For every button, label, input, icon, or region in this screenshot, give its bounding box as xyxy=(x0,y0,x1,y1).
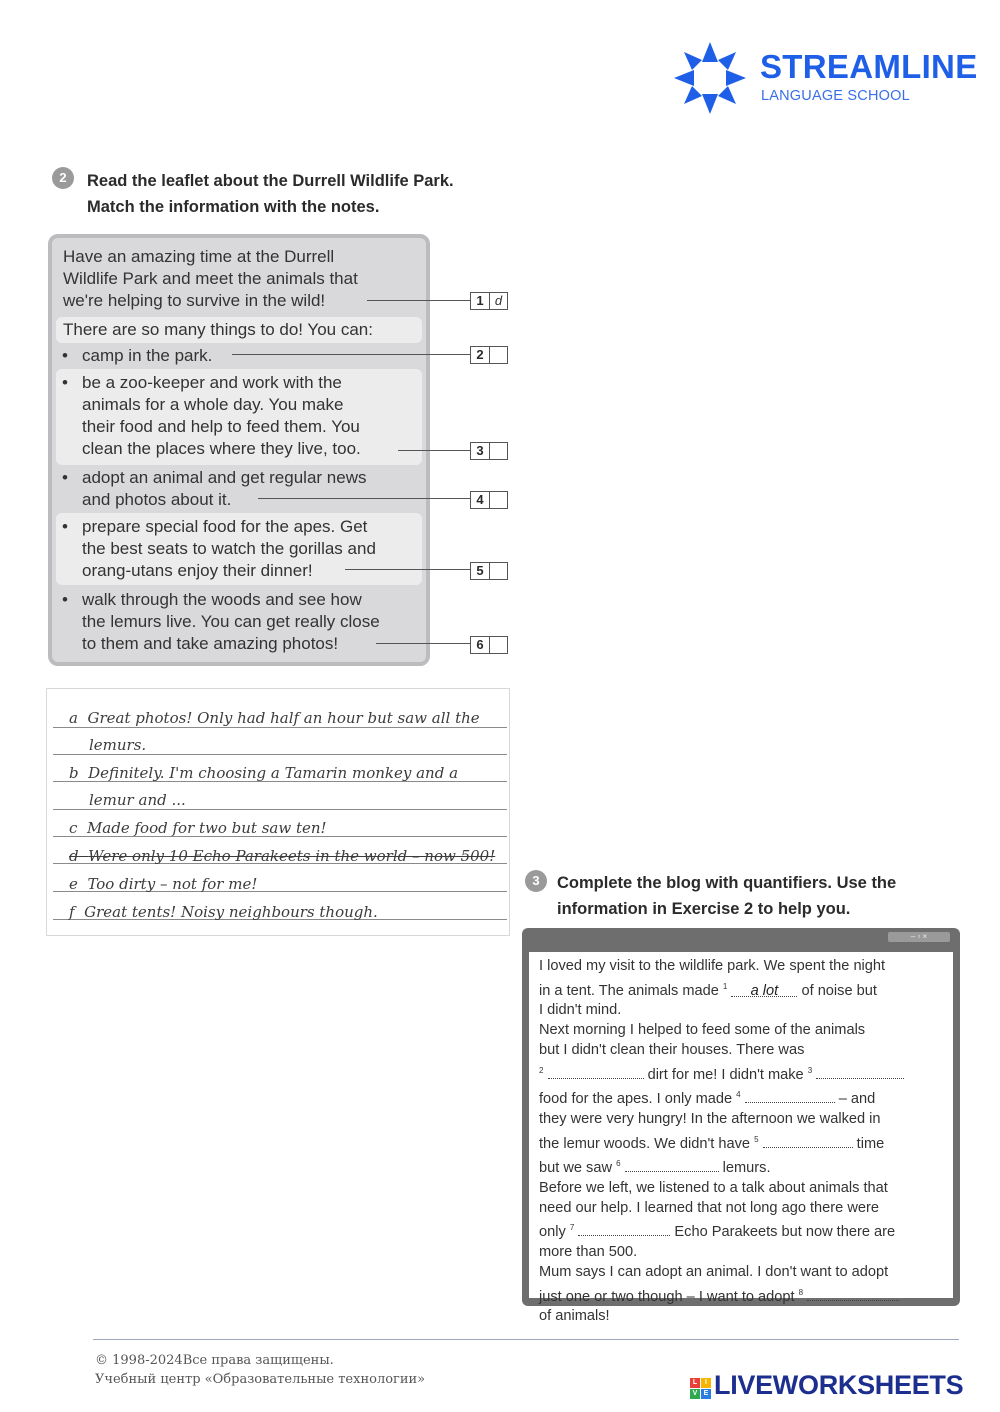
bullet-icon: • xyxy=(62,517,68,536)
blog-text: the lemur woods. We didn't have xyxy=(539,1135,750,1152)
note-c xyxy=(69,819,327,837)
bullet-line: the lemurs live. You can get really close xyxy=(82,612,380,631)
gap-number: 7 xyxy=(569,1223,575,1233)
answer-value[interactable] xyxy=(490,637,507,653)
window-controls[interactable]: – ▫ × xyxy=(888,932,950,942)
leader-line xyxy=(367,300,470,301)
bullet-line: and photos about it. xyxy=(82,490,232,509)
gap-number: 8 xyxy=(798,1287,804,1297)
note-rule xyxy=(53,754,507,755)
gap-1-input[interactable]: a lot xyxy=(731,982,797,997)
blog-line: need our help. I learned that not long ago there were xyxy=(539,1199,879,1216)
gap-number: 5 xyxy=(754,1134,759,1144)
note-rule xyxy=(53,809,507,810)
leaflet-lead: There are so many things to do! You can: xyxy=(56,317,422,343)
blog-line xyxy=(539,977,943,1002)
brand-subtitle: LANGUAGE SCHOOL xyxy=(761,88,910,104)
note-e xyxy=(69,875,257,893)
leaflet-intro xyxy=(63,246,358,312)
gap-7-input[interactable] xyxy=(578,1221,670,1236)
exercise-3-title-line-1: Complete the blog with quantifiers. Use the xyxy=(557,874,897,892)
bullet-line: clean the places where they live, too. xyxy=(82,439,361,458)
gap-5-input[interactable] xyxy=(763,1133,853,1148)
blog-text: of noise but xyxy=(801,982,877,999)
answer-box-1[interactable] xyxy=(470,292,508,310)
gap-3-input[interactable] xyxy=(816,1064,904,1079)
blog-line xyxy=(539,1283,943,1308)
answer-number: 6 xyxy=(471,637,490,653)
leader-line xyxy=(376,643,470,644)
grid-cell: E xyxy=(701,1389,711,1399)
answer-box-6[interactable] xyxy=(470,636,508,654)
leaflet-bullet xyxy=(62,372,361,460)
star-logo-icon xyxy=(672,40,748,116)
bullet-line: adopt an animal and get regular news xyxy=(82,468,367,487)
footer-copyright: © 1998-2024Все права защищены. xyxy=(95,1353,334,1368)
gap-number: 6 xyxy=(616,1159,621,1169)
leaflet-bullet xyxy=(62,467,367,511)
note-rule xyxy=(53,727,507,728)
answer-number: 4 xyxy=(471,492,490,508)
gap-4-input[interactable] xyxy=(745,1088,835,1103)
blog-line: of animals! xyxy=(539,1308,610,1325)
leaflet-bullet xyxy=(62,345,213,367)
answer-box-2[interactable] xyxy=(470,346,508,364)
liveworksheets-grid-icon xyxy=(690,1378,712,1400)
bullet-line: to them and take amazing photos! xyxy=(82,634,339,653)
footer-divider xyxy=(93,1339,959,1340)
blog-text: time xyxy=(856,1135,885,1152)
note-letter: f xyxy=(69,903,75,921)
answer-value[interactable]: d xyxy=(494,293,503,308)
blog-line xyxy=(539,1061,943,1086)
brand-name: STREAMLINE xyxy=(760,48,978,85)
bullet-line: prepare special food for the apes. Get xyxy=(82,517,368,536)
bullet-icon: • xyxy=(62,346,68,365)
answer-box-5[interactable] xyxy=(470,562,508,580)
exercise-3-title-line-2: information in Exercise 2 to help you. xyxy=(557,900,851,918)
gap-number: 1 xyxy=(722,981,728,991)
gap-8-input[interactable] xyxy=(807,1286,899,1301)
blog-line: Mum says I can adopt an animal. I don't want to adopt xyxy=(539,1263,889,1280)
note-letter: a xyxy=(69,709,78,727)
note-a-cont: lemurs. xyxy=(89,736,147,754)
bullet-line: the best seats to watch the gorillas and xyxy=(82,539,376,558)
answer-value[interactable] xyxy=(490,443,507,459)
answer-box-3[interactable] xyxy=(470,442,508,460)
leader-line xyxy=(398,450,470,451)
leaflet-intro-line: we're helping to survive in the wild! xyxy=(63,291,326,310)
blog-text: in a tent. The animals made xyxy=(539,982,719,999)
exercise-2-title-line-2: Match the information with the notes. xyxy=(87,198,380,216)
bullet-line: walk through the woods and see how xyxy=(82,590,362,609)
leaflet-panel xyxy=(48,234,430,666)
bullet-icon: • xyxy=(62,468,68,487)
bullet-line: animals for a whole day. You make xyxy=(82,395,344,414)
note-line-text: Too dirty – not for me! xyxy=(87,875,258,893)
blog-text: just one or two though – I want to adopt xyxy=(539,1288,795,1305)
note-letter: d xyxy=(69,847,79,865)
exercise-2-number: 2 xyxy=(52,167,74,189)
blog-line xyxy=(539,1154,943,1179)
leaflet-intro-line: Wildlife Park and meet the animals that xyxy=(63,269,358,288)
blog-line: they were very hungry! In the afternoon we walked in xyxy=(539,1110,881,1127)
answer-value[interactable] xyxy=(490,347,507,363)
note-line-text: Made food for two but saw ten! xyxy=(86,819,327,837)
blog-line: I loved my visit to the wildlife park. We spent the night xyxy=(539,958,886,974)
exercise-3-title xyxy=(557,870,896,922)
answer-number: 2 xyxy=(471,347,490,363)
streamline-logo xyxy=(672,40,978,120)
blog-text: Echo Parakeets but now there are xyxy=(674,1224,896,1241)
answer-value[interactable] xyxy=(490,492,507,508)
blog-window xyxy=(522,928,960,1325)
answer-value[interactable] xyxy=(490,563,507,579)
blog-line: but I didn't clean their houses. There was xyxy=(539,1041,805,1058)
note-b xyxy=(69,764,458,782)
blog-text: but we saw xyxy=(539,1160,613,1177)
blog-text: lemurs. xyxy=(722,1160,771,1177)
exercise-3-number: 3 xyxy=(525,870,547,892)
leader-line xyxy=(258,498,470,499)
gap-2-input[interactable] xyxy=(548,1064,644,1079)
blog-text: – and xyxy=(838,1091,876,1108)
grid-cell: V xyxy=(690,1389,700,1399)
blog-line xyxy=(539,1218,943,1243)
note-d xyxy=(69,847,495,865)
leader-line xyxy=(232,354,470,355)
note-line-text: Great photos! Only had half an hour but saw all the xyxy=(87,709,480,727)
notes-panel xyxy=(46,688,510,936)
answer-box-4[interactable] xyxy=(470,491,508,509)
blog-line: I didn't mind. xyxy=(539,1002,622,1019)
blog-content xyxy=(529,952,953,1325)
note-letter: b xyxy=(69,764,79,782)
leaflet-bullet xyxy=(62,589,380,655)
bullet-line: be a zoo-keeper and work with the xyxy=(82,373,342,392)
answer-number: 5 xyxy=(471,563,490,579)
grid-cell: I xyxy=(701,1378,711,1388)
blog-line: Before we left, we listened to a talk about animals that xyxy=(539,1180,888,1197)
note-line-text: Were only 10 Echo Parakeets in the world – now 500! xyxy=(88,847,496,865)
note-a xyxy=(69,709,480,727)
note-b-cont: lemur and ... xyxy=(89,791,186,809)
bullet-line: camp in the park. xyxy=(82,346,213,365)
bullet-icon: • xyxy=(62,373,68,392)
note-letter: c xyxy=(69,819,78,837)
blog-line xyxy=(539,1085,943,1110)
gap-number: 4 xyxy=(736,1090,741,1100)
blog-text: dirt for me! I didn't make xyxy=(647,1066,804,1083)
answer-number: 3 xyxy=(471,443,490,459)
note-line-text: Great tents! Noisy neighbours though. xyxy=(84,903,378,921)
note-f xyxy=(69,903,378,921)
gap-number: 3 xyxy=(807,1065,813,1075)
footer-organization: Учебный центр «Образовательные технологии» xyxy=(95,1372,426,1387)
grid-cell: L xyxy=(690,1378,700,1388)
bullet-icon: • xyxy=(62,590,68,609)
blog-text: only xyxy=(539,1224,566,1241)
blog-text: food for the apes. I only made xyxy=(539,1091,733,1108)
gap-number: 2 xyxy=(539,1065,544,1075)
bullet-line: orang-utans enjoy their dinner! xyxy=(82,561,313,580)
liveworksheets-wordmark: LIVEWORKSHEETS xyxy=(714,1370,964,1400)
leaflet-bullet xyxy=(62,516,376,582)
note-letter: e xyxy=(69,875,78,893)
exercise-2-title-line-1: Read the leaflet about the Durrell Wildlife Park. xyxy=(87,172,454,190)
blog-line: more than 500. xyxy=(539,1244,638,1261)
bullet-line: their food and help to feed them. You xyxy=(82,417,360,436)
exercise-2-title xyxy=(87,168,454,220)
blog-line: Next morning I helped to feed some of the animals xyxy=(539,1022,866,1039)
blog-line xyxy=(539,1130,943,1155)
gap-6-input[interactable] xyxy=(625,1157,719,1172)
leader-line xyxy=(345,569,470,570)
leaflet-intro-line: Have an amazing time at the Durrell xyxy=(63,247,335,266)
answer-number: 1 xyxy=(471,293,490,309)
note-line-text: Definitely. I'm choosing a Tamarin monkey and a xyxy=(88,764,459,782)
